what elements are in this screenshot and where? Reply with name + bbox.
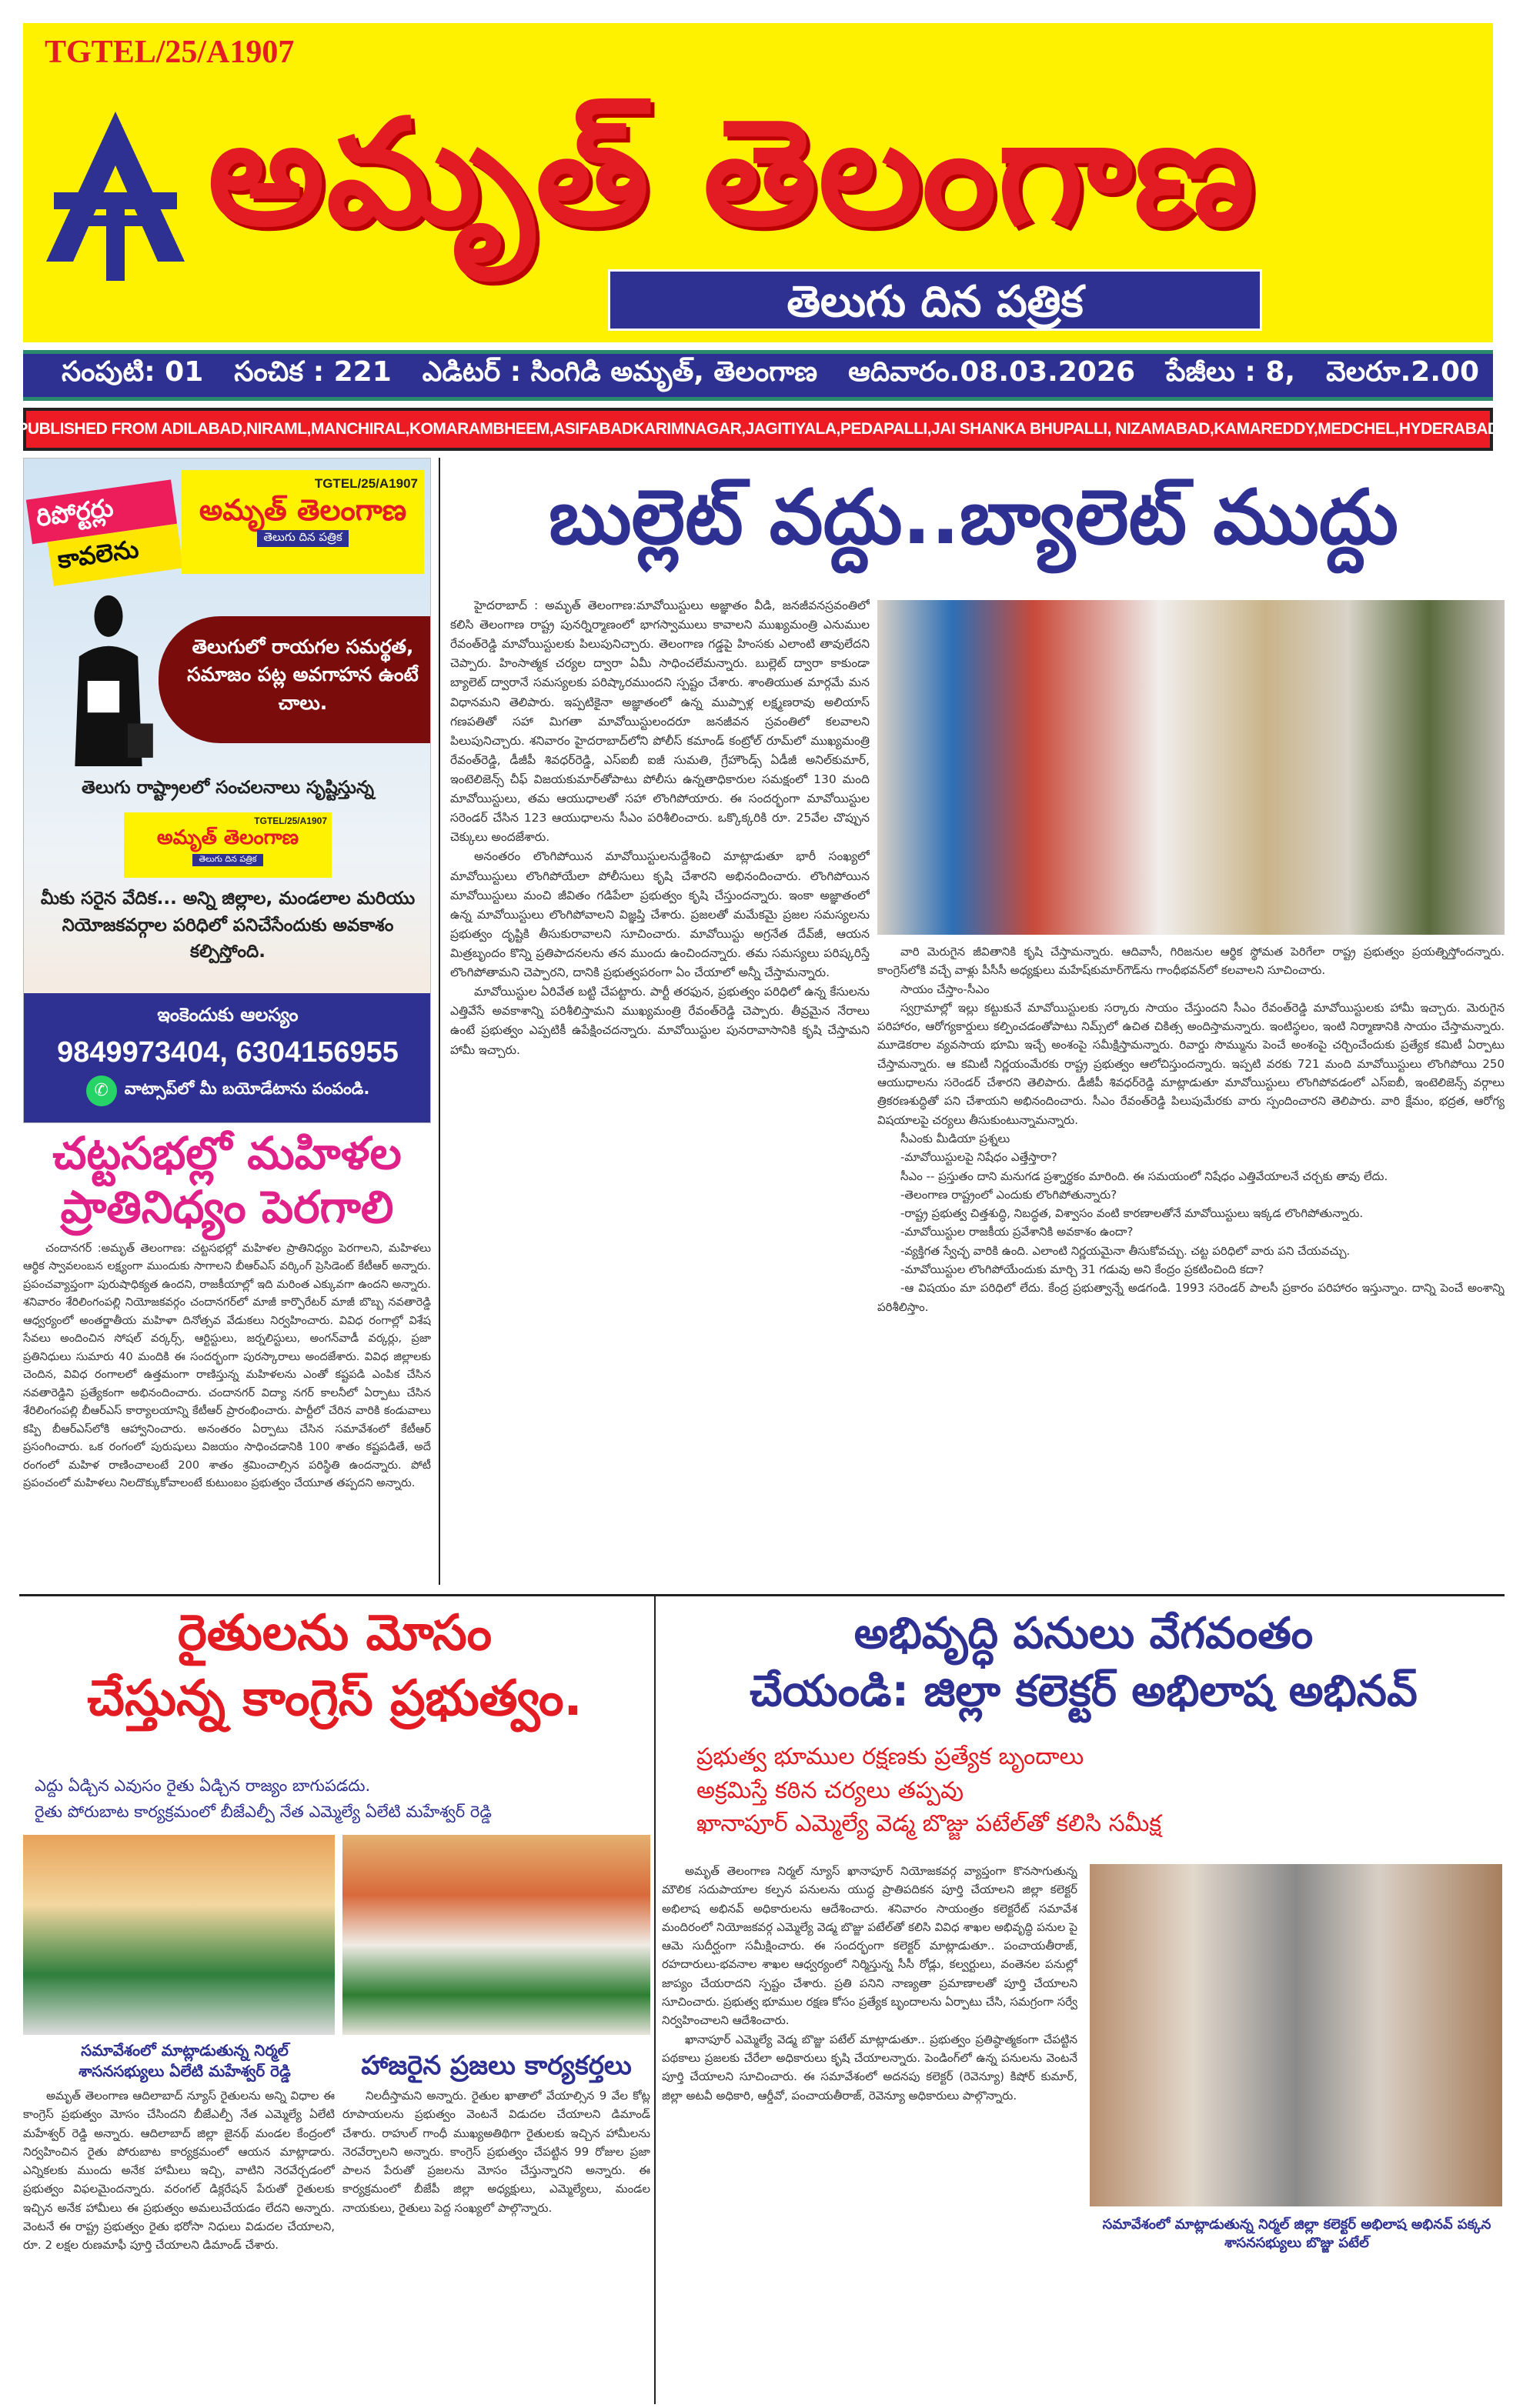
price: వెలరూ.2.00 — [1326, 356, 1480, 388]
published-from-bar: PUBLISHED FROM ADILABAD,NIRAML,MANCHIRAL,KOMARAMBHEEM,ASIFABADKARIMNAGAR,JAGITIYALA,PEDAPALLI,JAI SHANKA BHUPALLI, NIZAMABAD,KAMAREDDY,MEDCHEL,HYDERABAD — [23, 408, 1493, 451]
collector-photo-caption: సమావేశంలో మాట్లాడుతున్న నిర్మల్ జిల్లా కలెక్టర్ అభిలాష అభినవ్ పక్కన శాసనసభ్యులు బొజ్జు పటేల్ — [1102, 2216, 1491, 2252]
newspaper-subtitle: తెలుగు దిన పత్రిక — [608, 269, 1262, 331]
ad-logo-small: TGTEL/25/A1907 అమృత్ తెలంగాణ తెలుగు దిన పత్రిక — [124, 812, 332, 878]
farmers-article-body-col2: నిలదీస్తామని అన్నారు. రైతుల ఖాతాలో వేయాల్సిన 9 వేల కోట్ల రూపాయలను ప్రభుత్వం వెంటనే విడుదల చేయాలని డిమాండ్ చేశారు. రాహుల్ గాంధీ ముఖ్యఅతిథిగా రైతులకు ఇచ్చిన హామీలను నెరవేర్చాలని అన్నారు. కాంగ్రెస్ ప్రభుత్వం చేపట్టిన 99 రోజుల ప్రజా పాలన పేరుతో ప్రజలను మోసం చేస్తున్నారని అన్నారు. ఈ కార్యక్రమంలో బీజేపీ జిల్లా అధ్యక్షులు, ఎమ్మెల్యేలు, మండల నాయకులు, రైతులు పెద్ద సంఖ్యలో పాల్గొన్నారు. — [342, 2089, 650, 2215]
ad-heading-line1: రిపోర్టర్లు — [26, 479, 177, 544]
farmers-meeting-speaker-photo — [23, 1835, 335, 2035]
cm-surrender-event-photo — [877, 600, 1505, 935]
farmers-article-subheads: ఎద్దు ఏడ్చిన ఎవుసం రైతు ఏడ్చిన రాజ్యం బాగుపడదు. రైతు పోరుబాట కార్యక్రమంలో బీజేఎల్పీ నేత ఎమ్మెల్యే ఏలేటి మహేశ్వర్ రెడ్డి — [35, 1776, 492, 1821]
collector-article-body: అమృత్ తెలంగాణ నిర్మల్ న్యూస్ ఖానాపూర్ నియోజకవర్గ వ్యాప్తంగా కొనసాగుతున్న మౌలిక సదుపాయాల కల్పన పనులను యుద్ధ ప్రాతిపదికన పూర్తి చేయాలని జిల్లా కలెక్టర్ అభిలాష అభినవ్ అధికారులను ఆదేశించారు. శనివారం సాయంత్రం కలెక్టరేట్ సమావేశ మందిరంలో నియోజకవర్గ ఎమ్మెల్యే వెడ్మ బొజ్జు పటేల్‌తో కలిసి వివిధ శాఖల అభివృద్ధి పనుల పై ఆమె సుదీర్ఘంగా సమీక్షించారు. ఈ సందర్భంగా కలెక్టర్ మాట్లాడుతూ.. పంచాయతీరాజ్, రహదారులు-భవనాల శాఖల ఆధ్వర్యంలో నిర్మిస్తున్న సీసీ రోడ్లు, కల్వర్టులు, వంతెనల పనుల్లో జాప్యం చేయరాదని స్పష్టం చేశారు. ప్రతి పనిని నాణ్యతా ప్రమాణాలతో పూర్తి చేయాలని సూచించారు. ప్రభుత్వ భూముల రక్షణ కోసం ప్రత్యేక బృందాలను ఏర్పాటు చేసి, సమగ్రంగా సర్వే నిర్వహించాలని ఆదేశించారు. ఖానాపూర్ ఎమ్మెల్యే వెడ్మ బొజ్జు పటేల్ మాట్లాడుతూ.. ప్రభుత్వం ప్రతిష్ఠాత్మకంగా చేపట్టిన పథకాలు ప్రజలకు చేరేలా అధికారులు కృషి చేయాలన్నారు. పెండింగ్‌లో ఉన్న పనులను వెంటనే పూర్తి చేయాలని సూచించారు. ఈ సమావేశంలో అదనపు కలెక్టర్ (రెవెన్యూ) కిషోర్ కుమార్, జిల్లా అటవీ అధికారి, ఆర్డీవో, పంచాయతీరాజ్, రెవెన్యూ అధికారులు పాల్గొన్నారు. — [662, 1864, 1077, 2103]
businessman-silhouette-icon — [62, 589, 155, 766]
collector-review-meeting-photo — [1090, 1864, 1502, 2206]
lead-article-body: హైదరాబాద్ : అమృత్ తెలంగాణ:మావోయిస్టులు అజ్ఞాతం వీడి, జనజీవనస్రవంతిలో కలిసి తెలంగాణ రాష్ట్ర పునర్నిర్మాణంలో భాగస్వాములు కావాలని ముఖ్యమంత్రి ఎనుముల రేవంత్‌రెడ్డి మావోయిస్టులకు పిలుపునిచ్చారు. తెలంగాణ గడ్డపై హింసకు ఎలాంటి తావులేదని చెప్పారు. హింసాత్మక చర్యల ద్వారా ఏమీ సాధించలేమన్నారు. బుల్లెట్ ద్వారా కాకుండా బ్యాలెట్ ద్వారానే సమస్యలకు పరిష్కారముందని స్పష్టం చేశారు. శాంతియుత మార్గమే మన విధానమని తెలిపారు. ఇప్పటికైనా అజ్ఞాతంలో ఉన్న ముప్పాళ్ల లక్ష్మణరావు అలియాస్ గణపతితో సహా మిగతా మావోయిస్టులందరూ జనజీవన స్రవంతిలో కలవాలని పిలుపునిచ్చారు. శనివారం హైదరాబాద్‌లోని పోలీస్ కమాండ్ కంట్రోల్ రూమ్‌లో ముఖ్యమంత్రి రేవంత్‌రెడ్డి, డీజీపీ శివధర్‌రెడ్డి, ఎస్ఐబీ ఐజీ సుమతి, గ్రేహౌండ్స్ ఏడీజీ అనిల్‌కుమార్, ఇంటెలిజెన్స్ చీఫ్ విజయకుమార్‌తోపాటు పోలీసు ఉన్నతాధికారుల సమక్షంలో 130 మంది మావోయిస్టులు, తమ ఆయుధాలతో సహా లొంగిపోయారు. ఈ సందర్భంగా మావోయిస్టుల సరెండర్ చేసిన 123 ఆయుధాలను సీఎం పరిశీలించారు. ఒక్కొక్కరికి రూ. 25వేల చొప్పున చెక్కులు అందజేశారు. అనంతరం లొంగిపోయిన మావోయిస్టులనుద్దేశించి మాట్లాడుతూ భారీ సంఖ్యలో మావోయిస్టులు లొంగిపోయేలా పోలీసులు కృషి చేశారని అభినందించారు. లొంగిపోయిన మావోయిస్టులు మంచి జీవితం గడిపేలా ప్రభుత్వం కృషి చేస్తుందన్నారు. ఇంకా అజ్ఞాతంలో ఉన్న మావోయిస్టులు లొంగిపోవాలని విజ్ఞప్తి చేశారు. ప్రజలతో మమేకమై ప్రజల సమస్యలను ప్రభుత్వం దృష్టికి తీసుకురావాలని సూచించారు. మావోయిస్టు అగ్రనేత దేవ్‌జీ, ఆయన మిత్రబృందం కొన్ని ప్రతిపాదనలను తన ముందు ఉంచిందన్నారు. తమ సమస్యలు పరిష్కరిస్తే లొంగిపోతామని చెప్పారని, దానికి ప్రభుత్వపరంగా ఏం చేయాలో అన్నీ చేస్తామన్నారు. మావోయిస్టుల ఏరివేత బట్టి చేపట్టారు. పార్టీ తరఫున, ప్రభుత్వం పరిధిలో ఉన్న కేసులను ఎత్తివేసే అవకాశాన్ని పరిశీలిస్తామని ముఖ్యమంత్రి రేవంత్‌రెడ్డి చెప్పారు. తీవ్రమైన నేరాలు ఉంటే ప్రభుత్వం ఎప్పటికీ ఉపేక్షించదన్నారు. మావోయిస్టుల పునరావాసానికి కృషి చేస్తామని హామీ ఇచ్చారు. — [450, 599, 870, 1057]
pages: పేజీలు : 8, — [1166, 356, 1296, 388]
farmers-meeting-audience-photo — [342, 1835, 650, 2035]
volume: సంపుటి: 01 — [62, 356, 204, 388]
editor: ఎడిటర్ : సింగిడి అమృత్, తెలంగాణ — [422, 356, 818, 388]
collector-article-headline: అభివృద్ధి పనులు వేగవంతం చేయండి: జిల్లా కలెక్టర్ అభిలాష అభినవ్ — [750, 1609, 1418, 1717]
ad-whatsapp-text: వాట్సాప్‌లో మీ బయోడేటాను పంపండి. — [124, 1079, 370, 1098]
ad-requirement-bubble: తెలుగులో రాయగల సమర్థత, సమాజం పట్ల అవగాహన ఉంటే చాలు. — [159, 616, 431, 743]
ad-tagline: తెలుగు రాష్ట్రాలలో సంచలనాలు సృష్టిస్తున్న — [82, 778, 374, 798]
newspaper-logo-icon — [38, 108, 192, 285]
farmers-article-headline: రైతులను మోసం చేస్తున్న కాంగ్రెస్ ప్రభుత్వం. — [87, 1605, 583, 1727]
collector-article-subheads: ప్రభుత్వ భూముల రక్షణకు ప్రత్యేక బృందాలు అక్రమిస్తే కఠిన చర్యలు తప్పవు ఖానాపూర్ ఎమ్మెల్యే వెడ్మ బొజ్జు పటేల్‌తో కలిసి సమీక్ష — [696, 1743, 1162, 1837]
ad-heading-line2: కావలెను — [48, 524, 183, 586]
ad-heading — [26, 479, 183, 588]
farmers-photo-caption-1: సమావేశంలో మాట్లాడుతున్న నిర్మల్ శాసనసభ్యులు ఏలేటి మహేశ్వర్ రెడ్డి — [78, 2041, 291, 2080]
newspaper-title: అమృత్ తెలంగాణ — [208, 88, 1257, 258]
lead-headline: బుల్లెట్ వద్దు..బ్యాలెట్ ముద్దు — [549, 474, 1398, 562]
women-article-headline: చట్టసభల్లో మహిళల ప్రాతినిధ్యం పెరగాలి — [52, 1127, 402, 1233]
women-article-body: చందానగర్ :అమృత్ తెలంగాణ: చట్టసభల్లో మహిళల ప్రాతినిధ్యం పెరగాలని, మహిళలు ఆర్థిక స్వావలంబన లక్ష్యంగా ముందుకు సాగాలని బీఆర్ఎస్ వర్కింగ్ ప్రెసిడెంట్ కేటీఆర్ అన్నారు. ప్రపంచవ్యాప్తంగా పురుషాధిక్యత ఉందని, రాజకీయాల్లో ఇది మరింత ఎక్కువగా ఉందని అన్నారు. శనివారం శేరిలింగంపల్లి నియోజకవర్గం చందానగర్‌లో మాజీ కార్పొరేటర్ మాజీ బొబ్బ నవతారెడ్డి ఆధ్వర్యంలో అంతర్జాతీయ మహిళా దినోత్సవ వేడుకలు నిర్వహించారు. వివిధ రంగాల్లో విశేష సేవలు అందించిన సోషల్ వర్కర్స్, ఆర్టిస్టులు, జర్నలిస్టులు, అంగన్‌వాడీ వర్కర్లు, ప్రజా ప్రతినిధులు సుమారు 40 మందికి ఈ సందర్భంగా పురస్కారాలు అందజేశారు. వివిధ జిల్లాలకు చెందిన, వివిధ రంగాలలో ఉత్తమంగా రాణిస్తున్న మహిళలను ఎంతో కష్టపడి ఎంపిక చేసిన నవతారెడ్డిని ప్రత్యేకంగా అభినందించారు. చందానగర్ విద్యా నగర్ కాలనీలో ఏర్పాటు చేసిన శేరిలింగంపల్లి బీఆర్ఎస్ కార్యాలయాన్ని కేటీఆర్ ప్రారంభించారు. పార్టీలో చేరిన వారికి కండువాలు కప్పి బీఆర్ఎస్‌లోకి ఆహ్వానించారు. అనంతరం ఏర్పాటు చేసిన సమావేశంలో కేటీఆర్ ప్రసంగించారు. ఒక రంగంలో పురుషులు విజయం సాధించడానికి 100 శాతం కష్టపడితే, అదే రంగంలో మహిళ రాణించాలంటే 200 శాతం శ్రమించాల్సిన పరిస్థితి ఉందన్నారు. పోటీ ప్రపంచంలో మహిళలు నిలదొక్కుకోవాలంటే కుటుంబం ప్రభుత్వం చేయూత తప్పదని అన్నారు. — [23, 1242, 431, 1490]
date: ఆదివారం.08.03.2026 — [848, 356, 1135, 388]
issue-info-bar — [23, 350, 1493, 401]
farmers-photo-caption-2: హాజరైన ప్రజలు కార్యకర్తలు — [361, 2050, 632, 2081]
ad-description: మీకు సరైన వేదిక... అన్ని జిల్లాల, మండలాల మరియు నియోజకవర్గాల పరిధిలో పనిచేసేందుకు అవకాశం కల్పిస్తోంది. — [40, 889, 416, 962]
issue: సంచిక : 221 — [234, 356, 392, 388]
ad-logo: TGTEL/25/A1907 అమృత్ తెలంగాణ తెలుగు దిన పత్రిక — [182, 470, 424, 574]
registration-number: TGTEL/25/A1907 — [45, 35, 295, 70]
farmers-article-body-col1: అమృత్ తెలంగాణ ఆదిలాబాద్ న్యూస్ రైతులను అన్ని విధాల ఈ కాంగ్రెస్ ప్రభుత్వం మోసం చేసిందని బీజేఎల్పీ నేత ఎమ్మెల్యే ఏలేటి మహేశ్వర్ రెడ్డి అన్నారు. ఆదిలాబాద్ జిల్లా జైనథ్ మండల కేంద్రంలో నిర్వహించిన రైతు పోరుబాట కార్యక్రమంలో ఆయన మాట్లాడారు. ఎన్నికలకు ముందు అనేక హామీలు ఇచ్చి, వాటిని నెరవేర్చడంలో ప్రభుత్వం విఫలమైందన్నారు. వరంగల్ డిక్లరేషన్ పేరుతో రైతులకు ఇచ్చిన అనేక హామీలు ఈ ప్రభుత్వం అమలుచేయడం లేదని అన్నారు. వెంటనే ఈ రాష్ట్ర ప్రభుత్వం రైతు భరోసా నిధులు విడుదల చేయాలని, రూ. 2 లక్షల రుణమాఫీ పూర్తి చేయాలని డిమాండ్ చేశారు. — [23, 2089, 335, 2253]
lead-article-body-continued: వారి మెరుగైన జీవితానికి కృషి చేస్తామన్నారు. ఆదివాసీ, గిరిజనుల ఆర్థిక స్థోమత పెరిగేలా రాష్ట్ర ప్రభుత్వం ప్రయత్నిస్తోందన్నారు. కాంగ్రెస్‌లోకి వచ్చే వాళ్లు పీసీసీ అధ్యక్షులు మహేష్‌కుమార్‌గౌడ్‌ను గాంధీభవన్‌లో కలవాలని సూచించారు. సాయం చేస్తాం-సీఎం స్వగ్రామాల్లో ఇల్లు కట్టుకునే మావోయిస్టులకు సర్కారు సాయం చేస్తుందని సీఎం రేవంత్‌రెడ్డి మావోయిస్టులకు హామీ ఇచ్చారు. మెరుగైన పరిహారం, ఆరోగ్యకార్డులు కల్పించడంతోపాటు నిమ్స్‌లో ఉచిత చికిత్స అందిస్తామన్నారు. ఇంటిస్థలం, ఇంటి నిర్మాణానికి సాయం చేస్తామన్నారు. మూడెకరాల వ్యవసాయ భూమి ఇచ్చే అంశంపై సమీక్షిస్తామన్నారు. రివార్డు సొమ్మును పెంచే అంశంపై చర్చించేందుకు ప్రత్యేక కమిటీ ఏర్పాటు చేస్తామన్నారు. ఆ కమిటీ నిర్ణయంమేరకు రాష్ట్ర ప్రభుత్వం ఆలోచిస్తుందన్నారు. ఇప్పటి వరకు 721 మంది మావోయిస్టులు లొంగిపోయి 250 ఆయుధాలను సరెండర్ చేశారని తెలిపారు. డీజీపీ శివధర్‌రెడ్డి మాట్లాడుతూ మావోయిస్టులు లొంగిపోవడంలో ఎస్ఐబీ, ఇంటెలిజెన్స్ వర్గాలు త్రికరణశుద్ధితో పని చేశాయని అభినందించారు. సీఎం రేవంత్‌రెడ్డి పిలుపుమేరకు వారు స్పందించారని తెలిపారు. వారి క్షేమం, భద్రత, ఆరోగ్య విషయాలపై చర్యలు తీసుకుంటున్నామన్నారు. సీఎంకు మీడియా ప్రశ్నలు -మావోయిస్టులపై నిషేధం ఎత్తేస్తారా? సీఎం -- ప్రస్తుతం దాని మనుగడ ప్రశ్నార్థకం మారింది. ఈ సమయంలో నిషేధం ఎత్తివేయాలనే చర్చకు తావు లేదు. -తెలంగాణ రాష్ట్రంలో ఎందుకు లొంగిపోతున్నారు? -రాష్ట్ర ప్రభుత్వ చిత్తశుద్ధి, నిబద్ధత, విశ్వాసం వంటి కారణాలతోనే మావోయిస్టులు ఇక్కడ లొంగిపోతున్నారు. -మావోయిస్టుల రాజకీయ ప్రవేశానికి అవకాశం ఉందా? -వ్యక్తిగత స్వేచ్ఛ వారికి ఉంది. ఎలాంటి నిర్ణయమైనా తీసుకోవచ్చు. చట్ట పరిధిలో వారు పని చేయవచ్చు. -మావోయిస్టుల లొంగిపోయేందుకు మార్చి 31 గడువు అని కేంద్రం ప్రకటించింది కదా? -ఆ విషయం మా పరిధిలో లేదు. కేంద్ర ప్రభుత్వాన్నే అడగండి. 1993 సరెండర్ పాలసీ ప్రకారం పరిహారం ఇస్తున్నాం. దాన్ని పెంచే అంశాన్ని పరిశీలిస్తాం. — [877, 945, 1505, 1314]
ad-contact-footer — [24, 993, 431, 1123]
ad-footer-title: ఇంకెందుకు ఆలస్యం — [157, 1004, 299, 1026]
reporters-wanted-ad — [23, 458, 431, 1123]
ad-phone-numbers[interactable]: 9849973404, 6304156955 — [57, 1036, 399, 1069]
whatsapp-icon: ✆ — [86, 1076, 117, 1106]
